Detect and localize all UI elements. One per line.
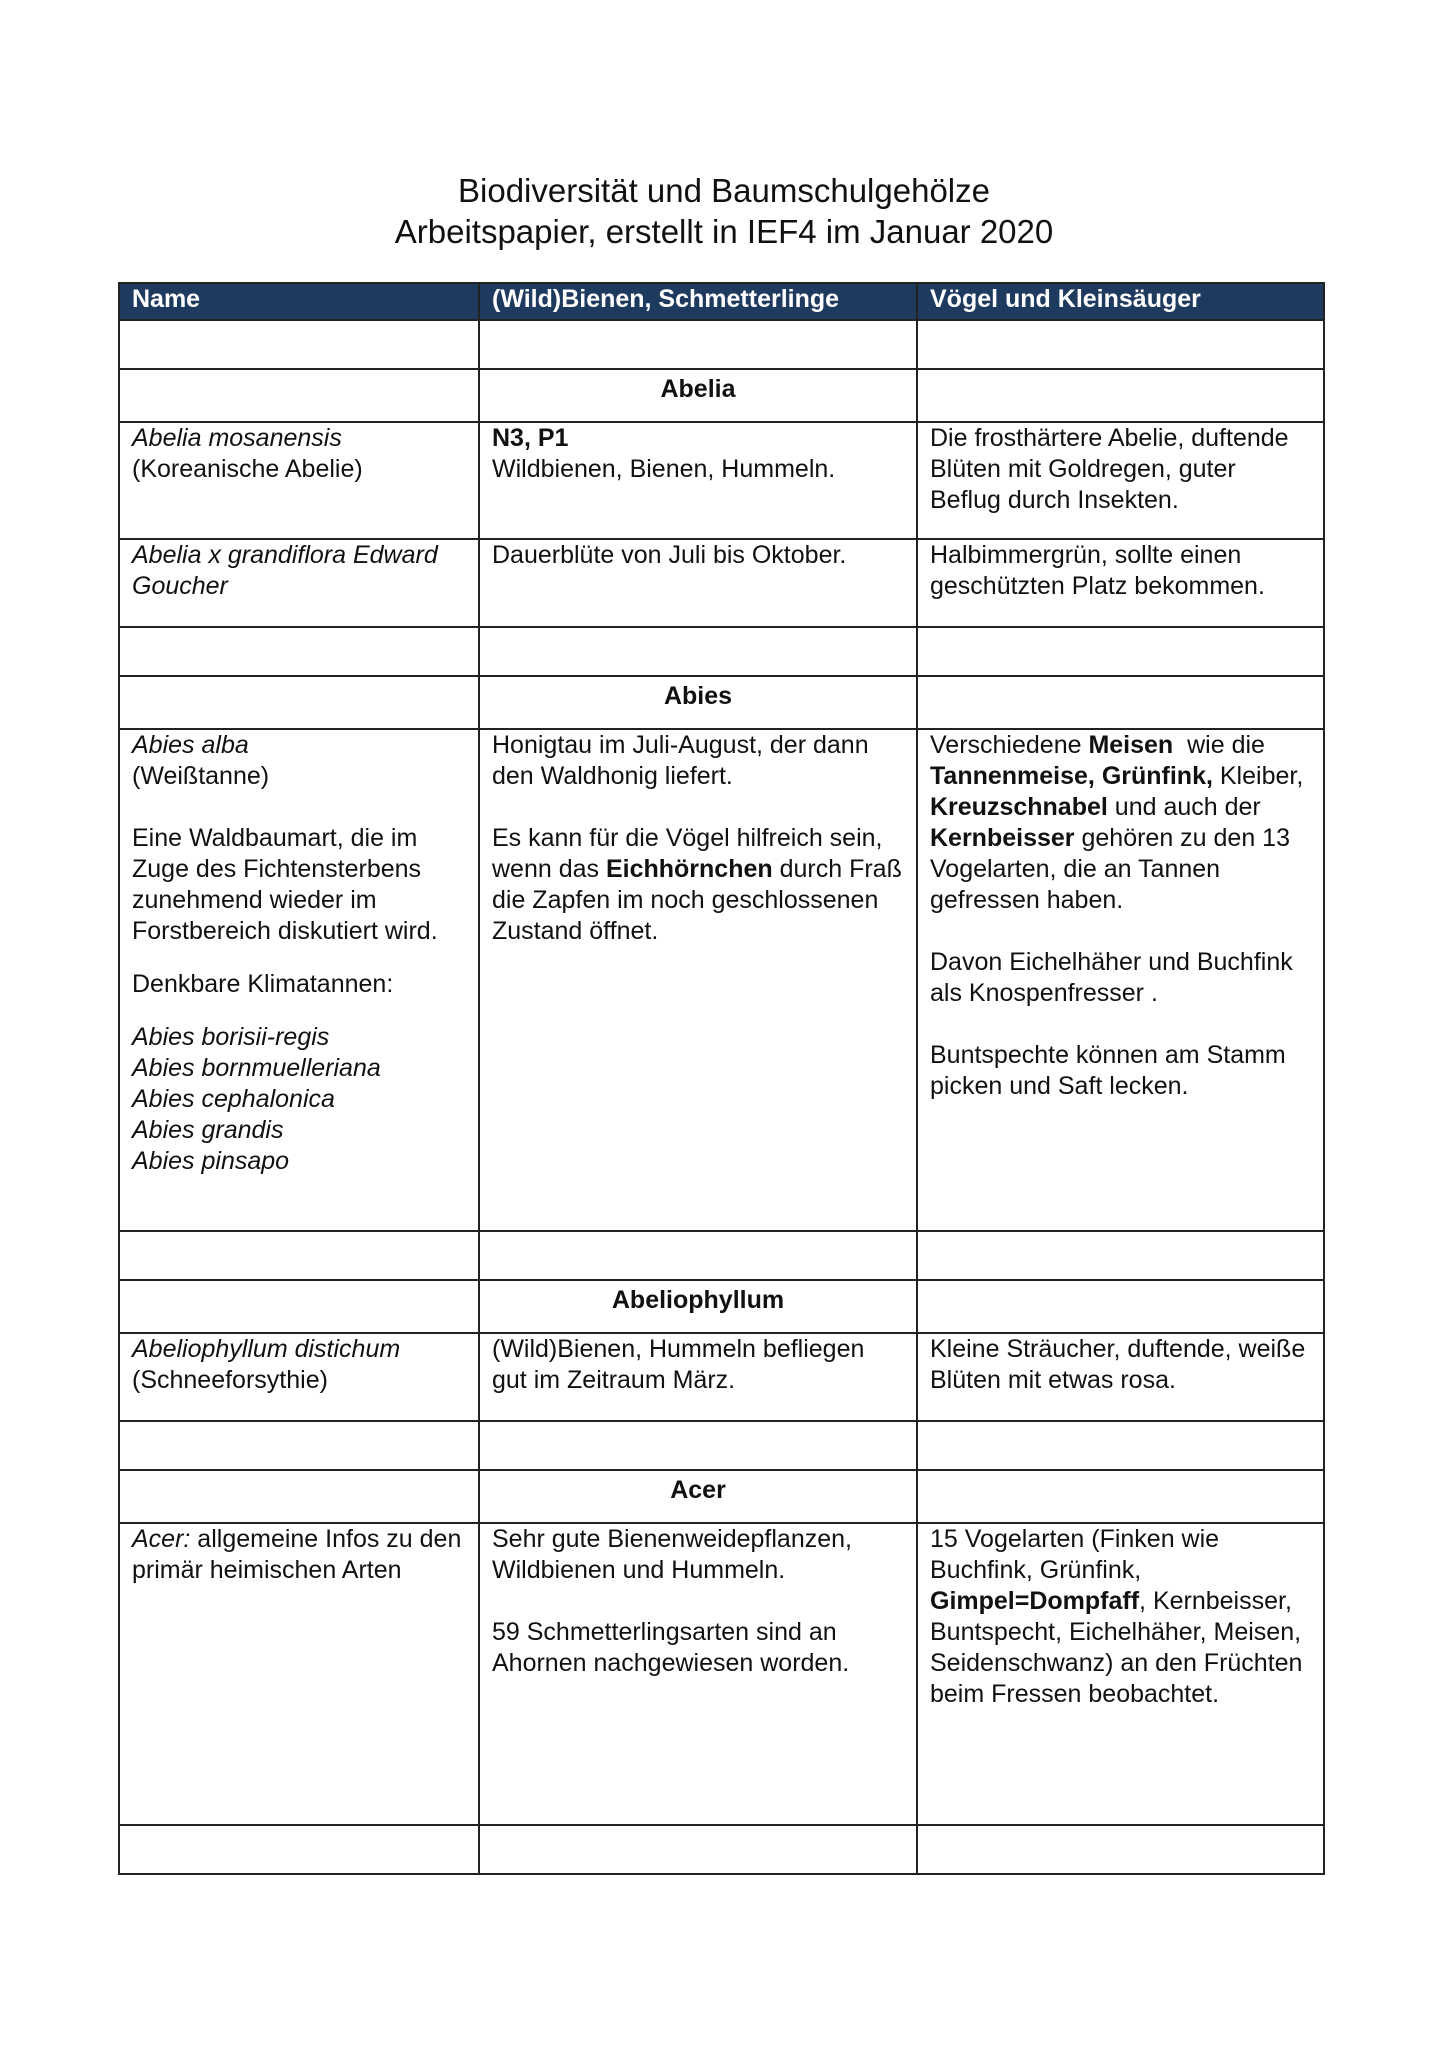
genus-row-acer xyxy=(119,1470,1324,1523)
plant-table xyxy=(118,282,1325,1875)
genus-row-abeliophyllum xyxy=(119,1280,1324,1333)
species-name: Abies alba xyxy=(132,731,249,759)
common-name: (Weißtanne) xyxy=(132,762,270,790)
species-name: Abeliophyllum distichum xyxy=(132,1335,401,1363)
genus-label: Abelia xyxy=(479,369,917,422)
birds-text: 15 Vogelarten (Finken wie Buchfink, Grünfink, Gimpel=Dompfaff, Kernbeisser, Buntspecht, Eichelhäher, Meisen, Seidenschwanz) an den Früchten beim Fressen beobachtet. xyxy=(930,1525,1303,1708)
header-name: Name xyxy=(119,283,479,320)
title-line-2: Arbeitspapier, erstellt in IEF4 im Januar 2020 xyxy=(394,213,1054,250)
species-name: Acer: allgemeine Infos zu den primär heimischen Arten xyxy=(132,1525,462,1584)
species-name: Abelia mosanensis xyxy=(132,424,342,452)
spacer-row xyxy=(119,627,1324,676)
spacer-row xyxy=(119,1421,1324,1470)
table-row xyxy=(119,1523,1324,1825)
birds-text: Halbimmergrün, sollte einen geschützten Platz bekommen. xyxy=(930,541,1265,600)
genus-label: Abeliophyllum xyxy=(479,1280,917,1333)
genus-row-abelia xyxy=(119,369,1324,422)
bees-text: Wildbienen, Bienen, Hummeln. xyxy=(492,455,836,483)
table-row xyxy=(119,729,1324,1231)
header-birds: Vögel und Kleinsäuger xyxy=(917,283,1324,320)
header-bees: (Wild)Bienen, Schmetterlinge xyxy=(479,283,917,320)
klima-label: Denkbare Klimatannen: xyxy=(132,970,394,998)
title-line-1: Biodiversität und Baumschulgehölze xyxy=(458,172,990,209)
table-row xyxy=(119,422,1324,539)
klima-item: Abies borisii-regis xyxy=(132,1023,330,1051)
genus-label: Abies xyxy=(479,676,917,729)
klima-item: Abies cephalonica xyxy=(132,1085,335,1113)
bees-text: Sehr gute Bienenweidepflanzen, Wildbienen und Hummeln. xyxy=(492,1525,852,1584)
common-name: (Schneeforsythie) xyxy=(132,1366,328,1394)
spacer-row xyxy=(119,1231,1324,1280)
spacer-row xyxy=(119,1825,1324,1874)
klima-item: Abies pinsapo xyxy=(132,1147,290,1175)
birds-text: Die frosthärtere Abelie, duftende Blüten mit Goldregen, guter Beflug durch Insekten. xyxy=(930,424,1289,514)
bees-text-2: 59 Schmetterlingsarten sind an Ahornen nachgewiesen worden. xyxy=(492,1618,850,1677)
genus-row-abies xyxy=(119,676,1324,729)
table-row xyxy=(119,1333,1324,1421)
bees-text: Honigtau im Juli-August, der dann den Waldhonig liefert. xyxy=(492,731,869,790)
birds-text-2: Davon Eichelhäher und Buchfink als Knospenfresser . xyxy=(930,948,1293,1007)
birds-text: Verschiedene Meisen wie die Tannenmeise, Grünfink, Kleiber, Kreuzschnabel und auch der Kernbeisser gehören zu den 13 Vogelarten, die an Tannen gefressen haben. xyxy=(930,731,1318,914)
birds-text-3: Buntspechte können am Stamm picken und Saft lecken. xyxy=(930,1041,1286,1100)
bees-text: (Wild)Bienen, Hummeln befliegen gut im Zeitraum März. xyxy=(492,1335,865,1394)
klima-item: Abies grandis xyxy=(132,1116,284,1144)
nectar-code: N3, P1 xyxy=(492,424,569,452)
birds-text: Kleine Sträucher, duftende, weiße Blüten mit etwas rosa. xyxy=(930,1335,1306,1394)
header-row xyxy=(119,283,1324,320)
bees-text-2: Es kann für die Vögel hilfreich sein, wenn das Eichhörnchen durch Fraß die Zapfen im noch geschlossenen Zustand öffnet. xyxy=(492,824,902,945)
table-row xyxy=(119,539,1324,627)
species-description: Eine Waldbaumart, die im Zuge des Fichtensterbens zunehmend wieder im Forstbereich diskutiert wird. xyxy=(132,824,438,945)
common-name: (Koreanische Abelie) xyxy=(132,455,363,483)
document-title xyxy=(0,170,1448,252)
spacer-row xyxy=(119,320,1324,369)
klima-item: Abies bornmuelleriana xyxy=(132,1054,381,1082)
bees-text: Dauerblüte von Juli bis Oktober. xyxy=(492,541,847,569)
genus-label: Acer xyxy=(479,1470,917,1523)
species-name: Abelia x grandiflora Edward Goucher xyxy=(132,541,438,600)
